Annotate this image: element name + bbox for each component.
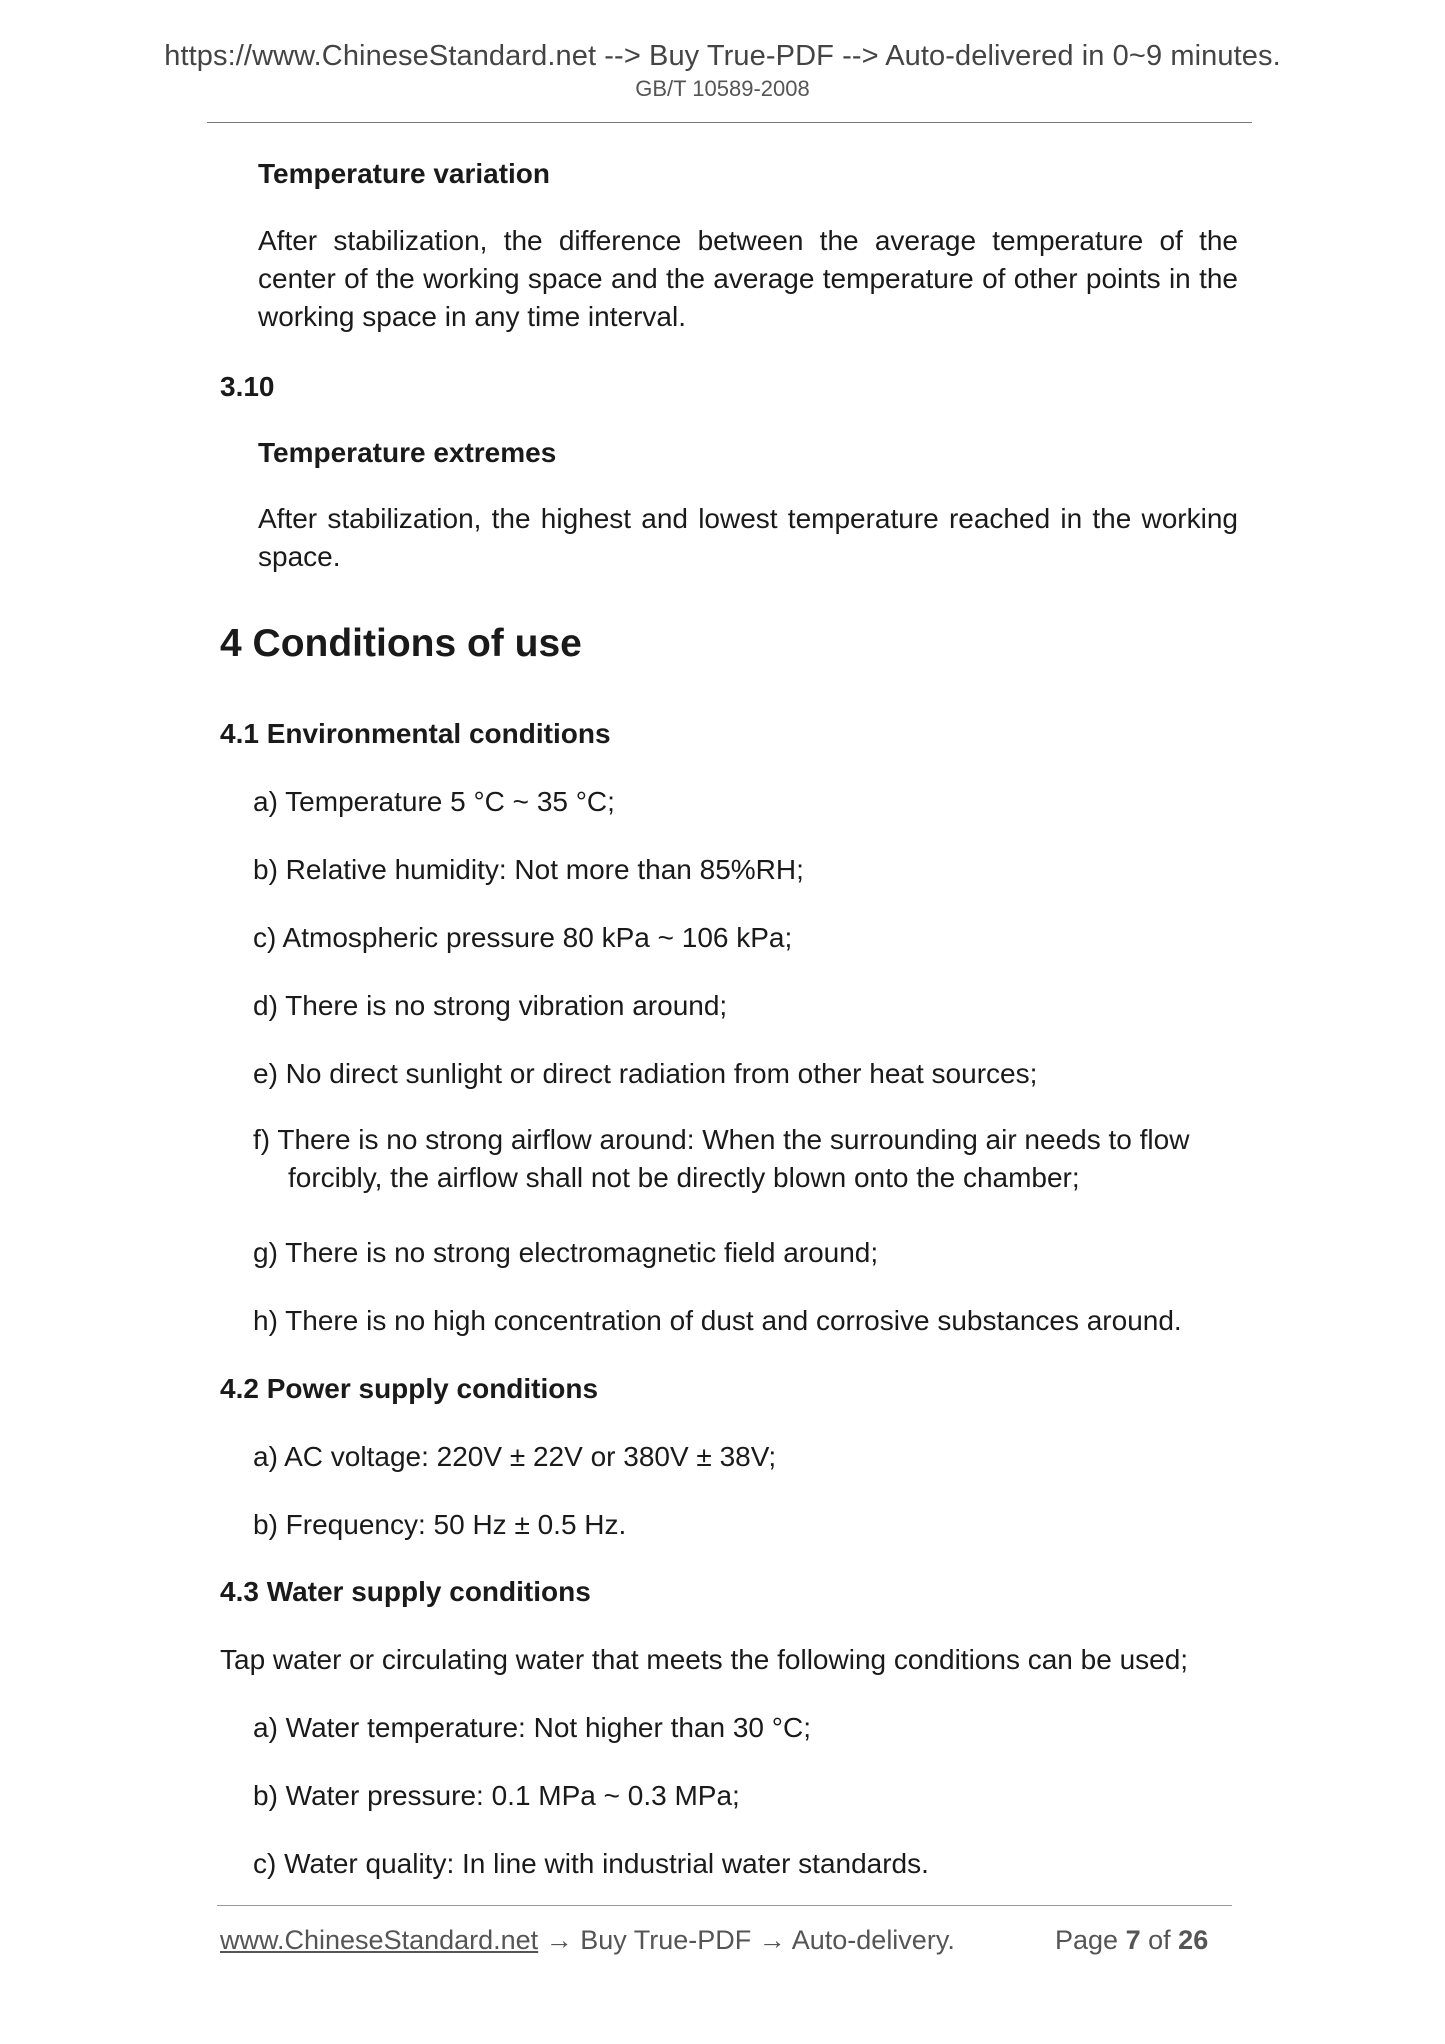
list-item: b) Frequency: 50 Hz ± 0.5 Hz. [253, 1509, 627, 1540]
list-item: a) Water temperature: Not higher than 30 °C; [253, 1712, 811, 1743]
footer-divider [217, 1905, 1232, 1906]
subsection-power-supply-conditions: 4.2 Power supply conditions [220, 1373, 599, 1404]
list-item: b) Water pressure: 0.1 MPa ~ 0.3 MPa; [253, 1780, 740, 1811]
list-item: a) Temperature 5 °C ~ 35 °C; [253, 786, 615, 817]
footer-tagline-text: → Buy True-PDF → Auto-delivery. [538, 1925, 955, 1955]
list-item: c) Atmospheric pressure 80 kPa ~ 106 kPa; [253, 922, 793, 953]
list-item: d) There is no strong vibration around; [253, 990, 728, 1021]
subsection-water-supply-conditions: 4.3 Water supply conditions [220, 1576, 591, 1607]
top-banner: https://www.ChineseStandard.net --> Buy True-PDF --> Auto-delivered in 0~9 minutes. [164, 40, 1281, 72]
subsection-environmental-conditions: 4.1 Environmental conditions [220, 718, 611, 749]
clause-number-3-10: 3.10 [220, 371, 275, 402]
document-code: GB/T 10589-2008 [635, 76, 810, 101]
page-current: 7 [1125, 1925, 1141, 1955]
definition-temperature-extremes: After stabilization, the highest and lowest temperature reached in the working space. [258, 503, 1238, 572]
list-item: h) There is no high concentration of dust and corrosive substances around. [253, 1305, 1182, 1336]
list-item: g) There is no strong electromagnetic field around; [253, 1237, 879, 1268]
definition-temperature-variation: After stabilization, the difference between the average temperature of the center of the working space and the average temperature of other points in the working space in any time interval. [258, 225, 1238, 332]
water-supply-intro: Tap water or circulating water that meets the following conditions can be used; [220, 1644, 1189, 1675]
footer-tagline [220, 1925, 955, 1956]
section-heading-conditions-of-use: 4 Conditions of use [220, 622, 582, 665]
term-temperature-extremes: Temperature extremes [258, 437, 557, 468]
term-temperature-variation: Temperature variation [258, 158, 551, 189]
page-word: Page [1055, 1925, 1119, 1955]
footer-site-link[interactable]: www.ChineseStandard.net [220, 1925, 539, 1955]
page-indicator [1055, 1925, 1208, 1956]
of-word: of [1148, 1925, 1171, 1955]
list-item: c) Water quality: In line with industrial water standards. [253, 1848, 929, 1879]
list-item: e) No direct sunlight or direct radiation from other heat sources; [253, 1058, 1038, 1089]
page-total: 26 [1178, 1925, 1209, 1955]
list-item: b) Relative humidity: Not more than 85%RH; [253, 854, 804, 885]
header-divider [207, 122, 1252, 123]
list-item: a) AC voltage: 220V ± 22V or 380V ± 38V; [253, 1441, 777, 1472]
list-item: f) There is no strong airflow around: When the surrounding air needs to flow forcibly, the airflow shall not be directly blown onto the chamber; [253, 1124, 1190, 1193]
